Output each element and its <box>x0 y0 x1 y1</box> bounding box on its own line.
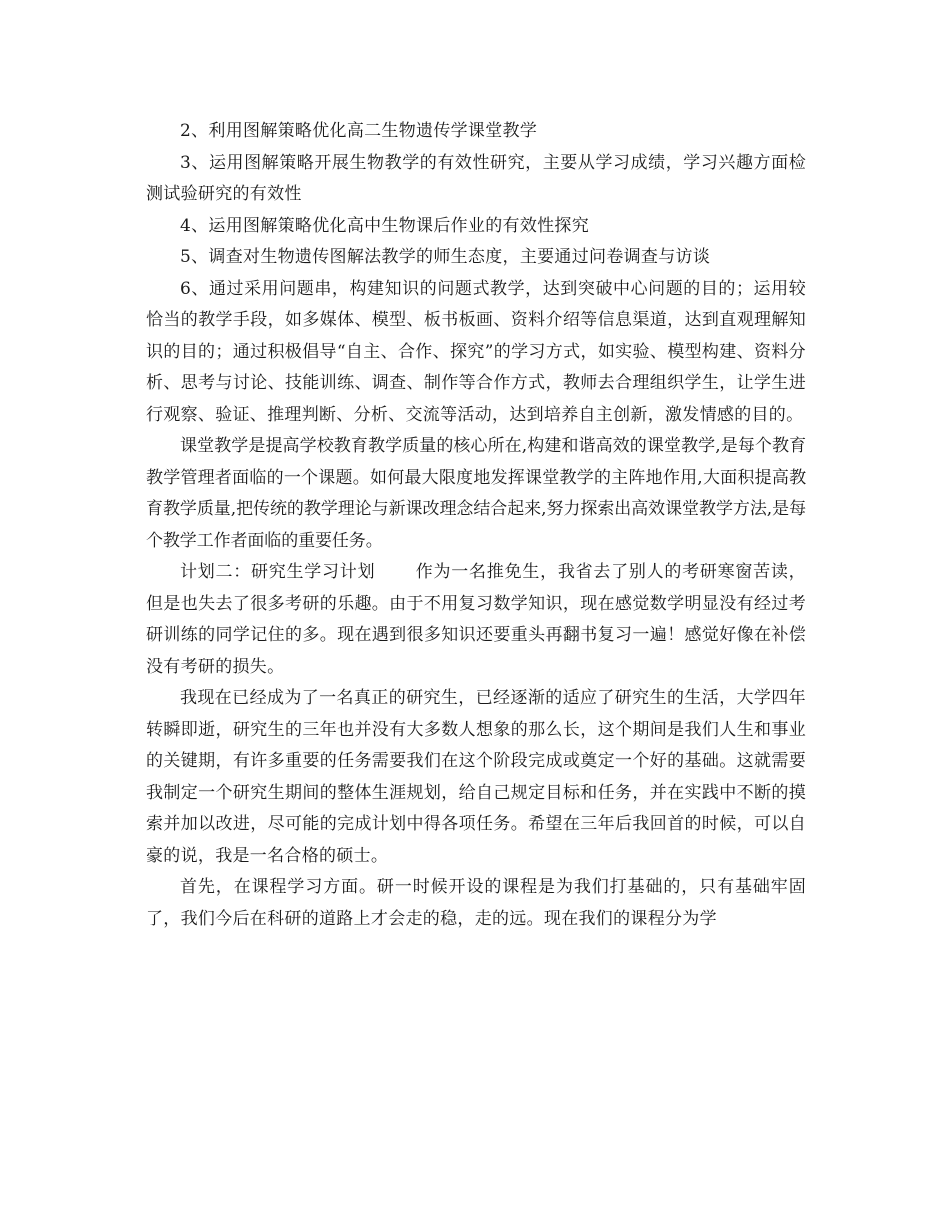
paragraph-item-6: 6、通过采用问题串，构建知识的问题式教学，达到突破中心问题的目的；运用较恰当的教学手段，如多媒体、模型、板书板画、资料介绍等信息渠道，达到直观理解知识的目的；通过积极倡导“自主、合作、探究”的学习方式，如实验、模型构建、资料分析、思考与讨论、技能训练、调查、制作等合作方式，教师去合理组织学生，让学生进行观察、验证、推理判断、分析、交流等活动，达到培养自主创新，激发情感的目的。 <box>146 278 806 425</box>
document-body <box>146 116 806 935</box>
paragraph-item-2: 2、利用图解策略优化高二生物遗传学课堂教学 <box>180 121 538 141</box>
paragraph-plan-two <box>146 557 806 683</box>
paragraph-classroom-teaching: 课堂教学是提高学校教育教学质量的核心所在,构建和谐高效的课堂教学,是每个教育教学管理者面临的一个课题。如何最大限度地发挥课堂教学的主阵地作用,大面积提高教育教学质量,把传统的教学理论与新课改理念结合起来,努力探索出高效课堂教学方法,是每个教学工作者面临的重要任务。 <box>146 436 806 551</box>
paragraph-item-5: 5、调查对生物遗传图解法教学的师生态度，主要通过问卷调查与访谈 <box>180 247 711 267</box>
paragraph-item-3: 3、运用图解策略开展生物教学的有效性研究，主要从学习成绩，学习兴趣方面检测试验研究的有效性 <box>146 152 806 204</box>
plan-heading: 计划二：研究生学习计划 <box>180 562 376 582</box>
plan-intro: 作为一名推免生，我省去了别人的考研寒窗苦读，但是也失去了很多考研的乐趣。由于不用复习数学知识，现在感觉数学明显没有经过考研训练的同学记住的多。现在遇到很多知识还要重头再翻书复习一遍！感觉好像在补偿没有考研的损失。 <box>146 562 806 677</box>
paragraph-course-study: 首先，在课程学习方面。研一时候开设的课程是为我们打基础的，只有基础牢固了，我们今后在科研的道路上才会走的稳，走的远。现在我们的课程分为学 <box>146 877 806 929</box>
paragraph-item-4: 4、运用图解策略优化高中生物课后作业的有效性探究 <box>180 215 590 236</box>
paragraph-graduate-life: 我现在已经成为了一名真正的研究生，已经逐渐的适应了研究生的生活，大学四年转瞬即逝，研究生的三年也并没有大多数人想象的那么长，这个期间是我们人生和事业的关键期，有许多重要的任务需要我们在这个阶段完成或奠定一个好的基础。这就需要我制定一个研究生期间的整体生涯规划，给自己规定目标和任务，并在实践中不断的摸索并加以改进，尽可能的完成计划中得各项任务。希望在三年后我回首的时候，可以自豪的说，我是一名合格的硕士。 <box>146 688 806 866</box>
